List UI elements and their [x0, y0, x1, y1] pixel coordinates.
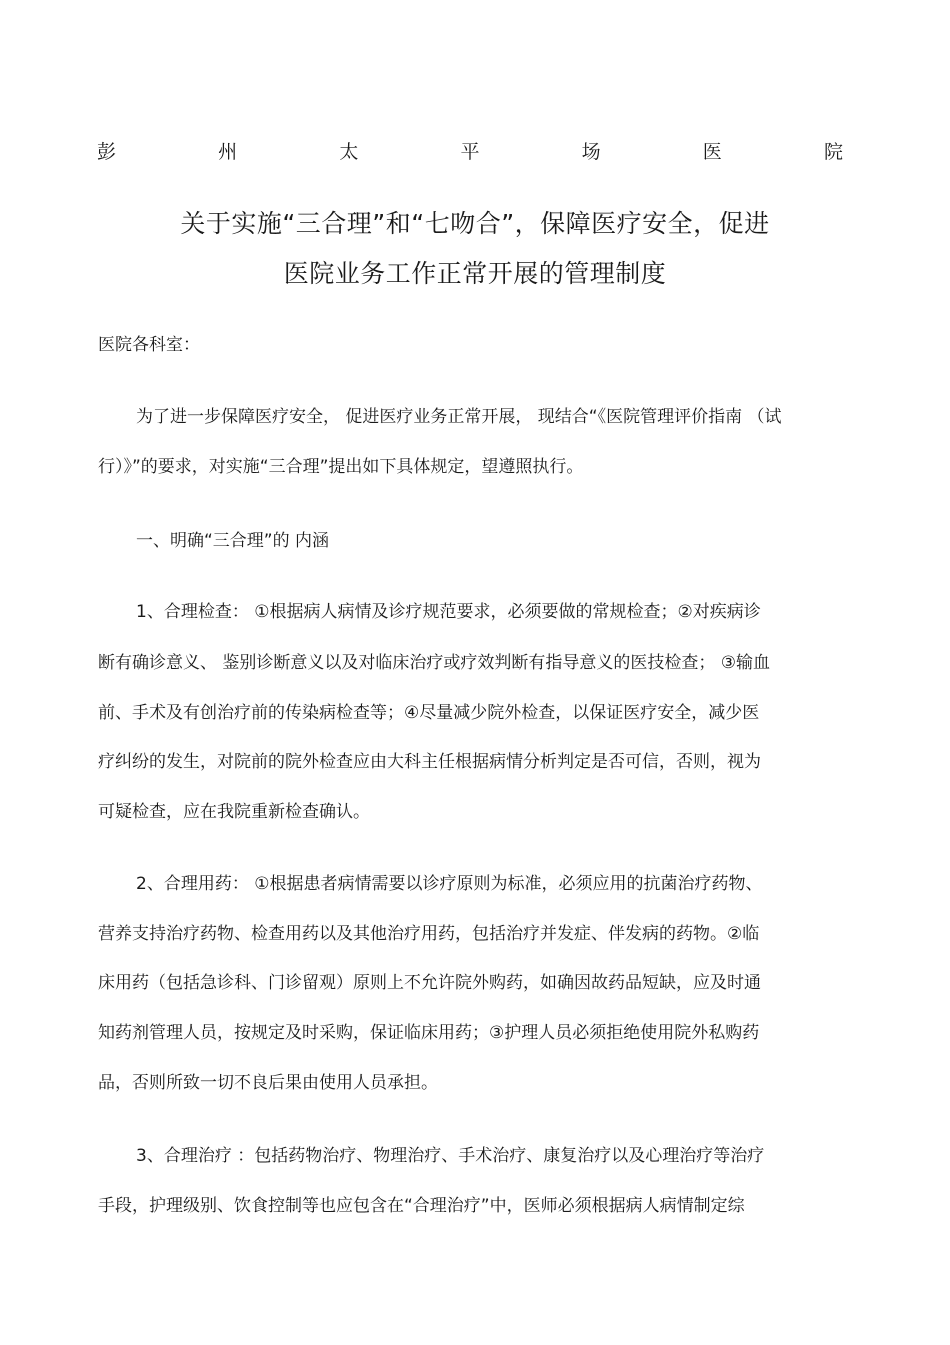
- hospital-name-char: 场: [581, 141, 601, 163]
- item2-line: 营养支持治疗药物、检查用药以及其他治疗用药，包括治疗并发症、伴发病的药物。②临: [98, 924, 760, 944]
- hospital-name-char: 院: [823, 141, 843, 163]
- hospital-name-char: 平: [460, 141, 480, 163]
- item2-line: 品，否则所致一切不良后果由使用人员承担。: [98, 1073, 438, 1093]
- item2-line: 床用药（包括急诊科、门诊留观）原则上不允许院外购药，如确因故药品短缺，应及时通: [98, 973, 761, 993]
- document-title-line-2: 医院业务工作正常开展的管理制度: [283, 259, 667, 288]
- hospital-name-char: 太: [339, 141, 359, 163]
- document-title-line-1: 关于实施“三合理”和“七吻合”，保障医疗安全，促进: [180, 209, 770, 238]
- intro-line: 行）》”的要求，对实施“三合理”提出如下具体规定，望遵照执行。: [98, 457, 584, 477]
- item1-line: 可疑检查，应在我院重新检查确认。: [98, 802, 370, 822]
- item1-line: 1、合理检查： ①根据病人病情及诊疗规范要求，必须要做的常规检查；②对疾病诊: [136, 602, 761, 622]
- item3-line: 3、合理治疗 ：包括药物治疗、物理治疗、手术治疗、康复治疗以及心理治疗等治疗: [136, 1146, 765, 1166]
- hospital-name: [97, 141, 843, 163]
- item2-line: 知药剂管理人员，按规定及时采购，保证临床用药；③护理人员必须拒绝使用院外私购药: [98, 1023, 760, 1043]
- hospital-name-char: 州: [218, 141, 238, 163]
- intro-line: 为了进一步保障医疗安全， 促进医疗业务正常开展， 现结合“《医院管理评价指南 （试: [136, 407, 782, 427]
- item1-line: 前、手术及有创治疗前的传染病检查等；④尽量减少院外检查，以保证医疗安全，减少医: [98, 703, 760, 723]
- item1-line: 断有确诊意义、 鉴别诊断意义以及对临床治疗或疗效判断有指导意义的医技检查； ③输血: [98, 653, 771, 673]
- salutation: 医院各科室：: [98, 335, 200, 355]
- hospital-name-char: 彭: [97, 141, 117, 163]
- hospital-name-char: 医: [702, 141, 722, 163]
- section-heading: 一、明确“三合理”的 内涵: [136, 531, 330, 551]
- item3-line: 手段，护理级别、饮食控制等也应包含在“合理治疗”中，医师必须根据病人病情制定综: [98, 1196, 745, 1216]
- item2-line: 2、合理用药： ①根据患者病情需要以诊疗原则为标准，必须应用的抗菌治疗药物、: [136, 874, 763, 894]
- item1-line: 疗纠纷的发生，对院前的院外检查应由大科主任根据病情分析判定是否可信，否则，视为: [98, 752, 761, 772]
